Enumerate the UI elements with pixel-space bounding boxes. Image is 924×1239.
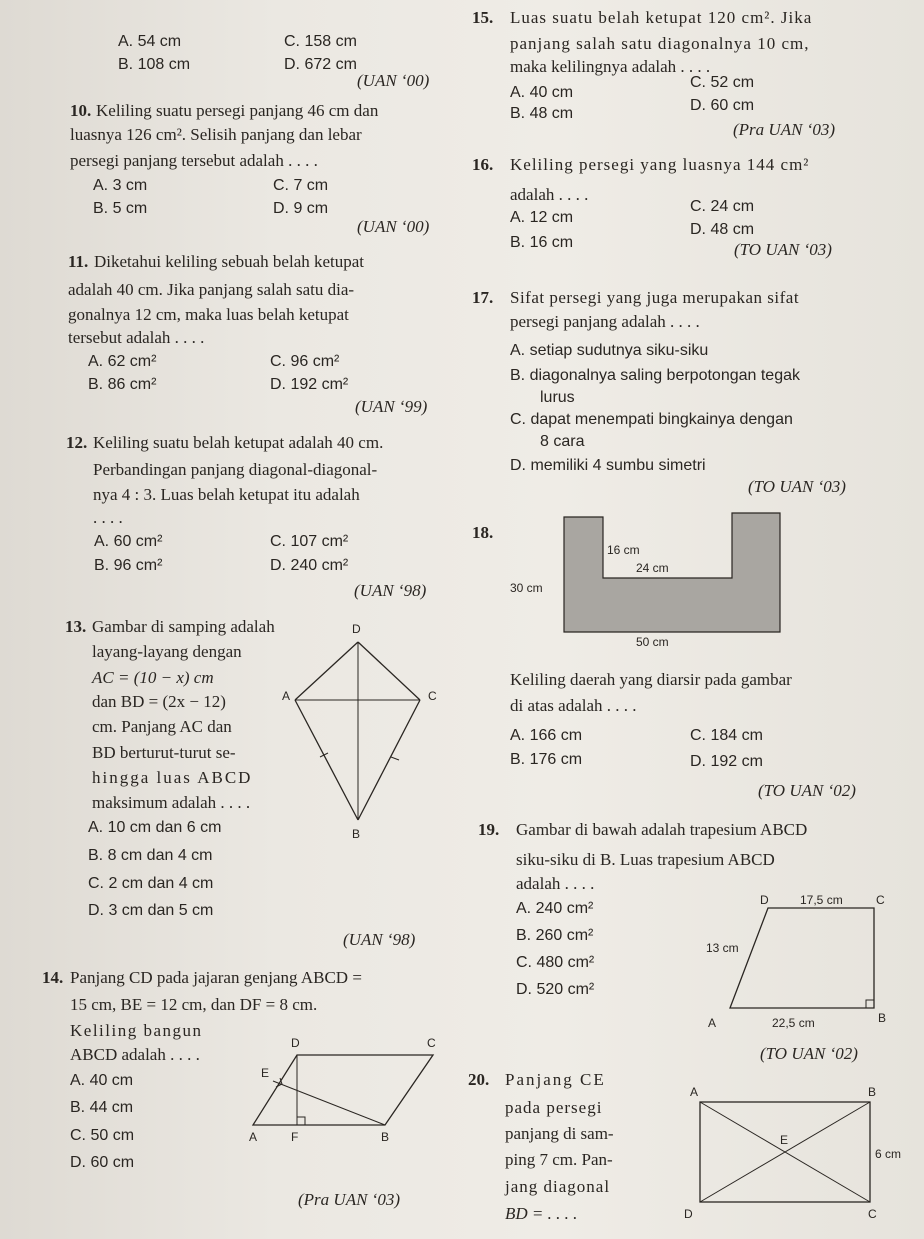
kite-side-ab — [295, 700, 358, 820]
q9-option-c: C. 158 cm — [284, 33, 357, 50]
q11-option-d: D. 192 cm² — [270, 376, 349, 393]
q12-source: (UAN ‘98) — [354, 581, 427, 600]
q15-number: 15. — [472, 8, 494, 27]
q11-line-3: gonalnya 12 cm, maka luas belah ketupat — [68, 305, 349, 324]
q10-source: (UAN ‘00) — [357, 217, 430, 236]
trapezoid-label-b: B — [878, 1011, 887, 1025]
q11-option-a: A. 62 cm² — [88, 353, 157, 370]
q15-option-a: A. 40 cm — [510, 84, 574, 101]
q20-number: 20. — [468, 1070, 490, 1089]
q13-line-3: AC = (10 − x) cm — [92, 668, 214, 687]
rectangle-figure — [670, 1080, 905, 1230]
parallelogram-label-d: D — [291, 1036, 300, 1050]
q18-source: (TO UAN ‘02) — [758, 781, 856, 800]
right-angle-f — [297, 1117, 305, 1125]
q11-option-b: B. 86 cm² — [88, 376, 157, 393]
q11-source: (UAN ‘99) — [355, 397, 428, 416]
q15-line-1: Luas suatu belah ketupat 120 cm². Jika — [510, 8, 813, 27]
q12-line-3: nya 4 : 3. Luas belah ketupat itu adalah — [93, 485, 360, 504]
q17-line-1: Sifat persegi yang juga merupakan sifat — [510, 288, 800, 307]
q14-line-4: ABCD adalah . . . . — [70, 1045, 200, 1064]
q16-line-1: Keliling persegi yang luasnya 144 cm² — [510, 155, 810, 174]
q13-source: (UAN ‘98) — [343, 930, 416, 949]
q16-option-b: B. 16 cm — [510, 234, 574, 251]
trapezoid-label-bottom: 22,5 cm — [772, 1016, 815, 1030]
kite-side-cb — [358, 700, 420, 820]
trapezoid-label-d: D — [760, 893, 769, 907]
q20-line-2: pada persegi — [505, 1098, 603, 1117]
q18-line-2: di atas adalah . . . . — [510, 696, 637, 715]
q13-line-7: hingga luas ABCD — [92, 768, 253, 787]
shaded-region — [564, 513, 780, 632]
q10-line-1: Keliling suatu persegi panjang 46 cm dan — [96, 101, 379, 120]
rectangle-label-e: E — [780, 1133, 789, 1147]
q11-option-c: C. 96 cm² — [270, 353, 340, 370]
q12-option-a: A. 60 cm² — [94, 533, 163, 550]
q17-option-b-cont: lurus — [540, 389, 575, 406]
q15-option-b: B. 48 cm — [510, 105, 574, 122]
parallelogram-figure — [245, 1035, 445, 1150]
q10-option-d: D. 9 cm — [273, 200, 329, 217]
q11-line-1: Diketahui keliling sebuah belah ketupat — [94, 252, 365, 271]
q15-option-d: D. 60 cm — [690, 97, 755, 114]
q18-number: 18. — [472, 523, 494, 542]
q9-option-b: B. 108 cm — [118, 56, 191, 73]
q13-option-d: D. 3 cm dan 5 cm — [88, 902, 214, 919]
q17-option-b: B. diagonalnya saling berpotongan tegak — [510, 367, 800, 384]
q14-line-2: 15 cm, BE = 12 cm, dan DF = 8 cm. — [70, 995, 318, 1014]
parallelogram-label-f: F — [291, 1130, 299, 1144]
shape-label-24cm: 24 cm — [636, 561, 669, 575]
trapezoid-label-top: 17,5 cm — [800, 893, 843, 907]
q14-line-1: Panjang CD pada jajaran genjang ABCD = — [70, 968, 362, 987]
q16-option-c: C. 24 cm — [690, 198, 755, 215]
q10-line-2: luasnya 126 cm². Selisih panjang dan lebar — [70, 125, 362, 144]
kite-label-c: C — [428, 689, 437, 703]
q10-option-a: A. 3 cm — [93, 177, 148, 194]
q13-number: 13. — [65, 617, 87, 636]
trapezoid-label-a: A — [708, 1016, 717, 1030]
trapezoid-label-c: C — [876, 893, 885, 907]
q19-option-b: B. 260 cm² — [516, 927, 594, 944]
parallelogram-label-e: E — [261, 1066, 270, 1080]
q11-number: 11. — [68, 252, 89, 271]
q16-source: (TO UAN ‘03) — [734, 240, 832, 259]
q13-line-4: dan BD = (2x − 12) — [92, 692, 226, 711]
q10-option-c: C. 7 cm — [273, 177, 329, 194]
shaded-shape-figure — [500, 500, 910, 650]
kite-side-da — [295, 642, 358, 700]
q17-option-d: D. memiliki 4 sumbu simetri — [510, 457, 706, 474]
kite-figure — [270, 620, 450, 850]
q13-option-a: A. 10 cm dan 6 cm — [88, 819, 222, 836]
q13-line-8: maksimum adalah . . . . — [92, 793, 251, 812]
q12-line-2: Perbandingan panjang diagonal-diagonal- — [93, 460, 378, 479]
q12-number: 12. — [66, 433, 88, 452]
q14-line-3: Keliling bangun — [70, 1021, 203, 1040]
q19-line-3: adalah . . . . — [516, 874, 595, 893]
q20-line-6: BD = . . . . — [505, 1204, 578, 1223]
q14-number: 14. — [42, 968, 64, 987]
q18-option-d: D. 192 cm — [690, 753, 763, 770]
q13-line-2: layang-layang dengan — [92, 642, 242, 661]
q13-line-1: Gambar di samping adalah — [92, 617, 275, 636]
q10-option-b: B. 5 cm — [93, 200, 148, 217]
q9-option-d: D. 672 cm — [284, 56, 357, 73]
shape-label-30cm: 30 cm — [510, 581, 543, 595]
q15-source: (Pra UAN ‘03) — [733, 120, 835, 139]
q19-number: 19. — [478, 820, 500, 839]
q18-line-1: Keliling daerah yang diarsir pada gambar — [510, 670, 792, 689]
kite-side-dc — [358, 642, 420, 700]
q14-option-c: C. 50 cm — [70, 1127, 135, 1144]
right-angle-b — [866, 1000, 874, 1008]
q10-number: 10. — [70, 101, 92, 120]
trapezoid-outline — [730, 908, 874, 1008]
q12-line-1: Keliling suatu belah ketupat adalah 40 cm. — [93, 433, 384, 452]
q13-option-c: C. 2 cm dan 4 cm — [88, 875, 214, 892]
q17-option-c: C. dapat menempati bingkainya dengan — [510, 411, 793, 428]
q12-option-d: D. 240 cm² — [270, 557, 349, 574]
q9-source: (UAN ‘00) — [357, 71, 430, 90]
rectangle-label-6cm: 6 cm — [875, 1147, 902, 1161]
q19-line-2: siku-siku di B. Luas trapesium ABCD — [516, 850, 775, 869]
shape-label-16cm: 16 cm — [607, 543, 640, 557]
q19-option-c: C. 480 cm² — [516, 954, 595, 971]
rectangle-label-c: C — [868, 1207, 877, 1221]
kite-label-d: D — [352, 622, 361, 636]
q12-option-b: B. 96 cm² — [94, 557, 163, 574]
parallelogram-label-b: B — [381, 1130, 390, 1144]
q12-option-c: C. 107 cm² — [270, 533, 349, 550]
kite-tick-cb — [391, 757, 399, 760]
q9-option-a: A. 54 cm — [118, 33, 182, 50]
rectangle-label-d: D — [684, 1207, 693, 1221]
parallelogram-label-a: A — [249, 1130, 258, 1144]
trapezoid-figure — [700, 892, 910, 1032]
trapezoid-label-side: 13 cm — [706, 941, 739, 955]
q11-line-2: adalah 40 cm. Jika panjang salah satu dia- — [68, 280, 355, 299]
q17-number: 17. — [472, 288, 494, 307]
rectangle-label-a: A — [690, 1085, 699, 1099]
parallelogram-outline — [253, 1055, 433, 1125]
q19-line-1: Gambar di bawah adalah trapesium ABCD — [516, 820, 808, 839]
kite-label-b: B — [352, 827, 361, 841]
q13-line-5: cm. Panjang AC dan — [92, 717, 232, 736]
q20-line-1: Panjang CE — [505, 1070, 606, 1089]
q12-line-4: . . . . — [93, 508, 123, 527]
q17-line-2: persegi panjang adalah . . . . — [510, 312, 700, 331]
q19-option-d: D. 520 cm² — [516, 981, 595, 998]
q14-option-a: A. 40 cm — [70, 1072, 134, 1089]
q20-line-5: jang diagonal — [505, 1177, 611, 1196]
q15-line-3: maka kelilingnya adalah . . . . — [510, 57, 711, 76]
q14-option-b: B. 44 cm — [70, 1099, 134, 1116]
kite-label-a: A — [282, 689, 291, 703]
segment-be — [273, 1081, 385, 1125]
q16-option-a: A. 12 cm — [510, 209, 574, 226]
q14-option-d: D. 60 cm — [70, 1154, 135, 1171]
q17-option-a: A. setiap sudutnya siku-siku — [510, 342, 709, 359]
q19-source: (TO UAN ‘02) — [760, 1044, 858, 1063]
q16-option-d: D. 48 cm — [690, 221, 755, 238]
q13-line-6: BD berturut-turut se- — [92, 743, 236, 762]
q11-line-4: tersebut adalah . . . . — [68, 328, 205, 347]
q10-line-3: persegi panjang tersebut adalah . . . . — [70, 151, 318, 170]
q16-number: 16. — [472, 155, 494, 174]
q16-line-2: adalah . . . . — [510, 185, 589, 204]
q18-option-b: B. 176 cm — [510, 751, 583, 768]
parallelogram-label-c: C — [427, 1036, 436, 1050]
q14-source: (Pra UAN ‘03) — [298, 1190, 400, 1209]
q15-option-c: C. 52 cm — [690, 74, 755, 91]
rectangle-label-b: B — [868, 1085, 877, 1099]
q17-option-c-cont: 8 cara — [540, 433, 585, 450]
q15-line-2: panjang salah satu diagonalnya 10 cm, — [510, 34, 810, 53]
q18-option-c: C. 184 cm — [690, 727, 763, 744]
q13-option-b: B. 8 cm dan 4 cm — [88, 847, 213, 864]
q19-option-a: A. 240 cm² — [516, 900, 594, 917]
q20-line-4: ping 7 cm. Pan- — [505, 1150, 613, 1169]
shape-label-50cm: 50 cm — [636, 635, 669, 649]
q18-option-a: A. 166 cm — [510, 727, 583, 744]
q20-line-3: panjang di sam- — [505, 1124, 614, 1143]
q17-source: (TO UAN ‘03) — [748, 477, 846, 496]
